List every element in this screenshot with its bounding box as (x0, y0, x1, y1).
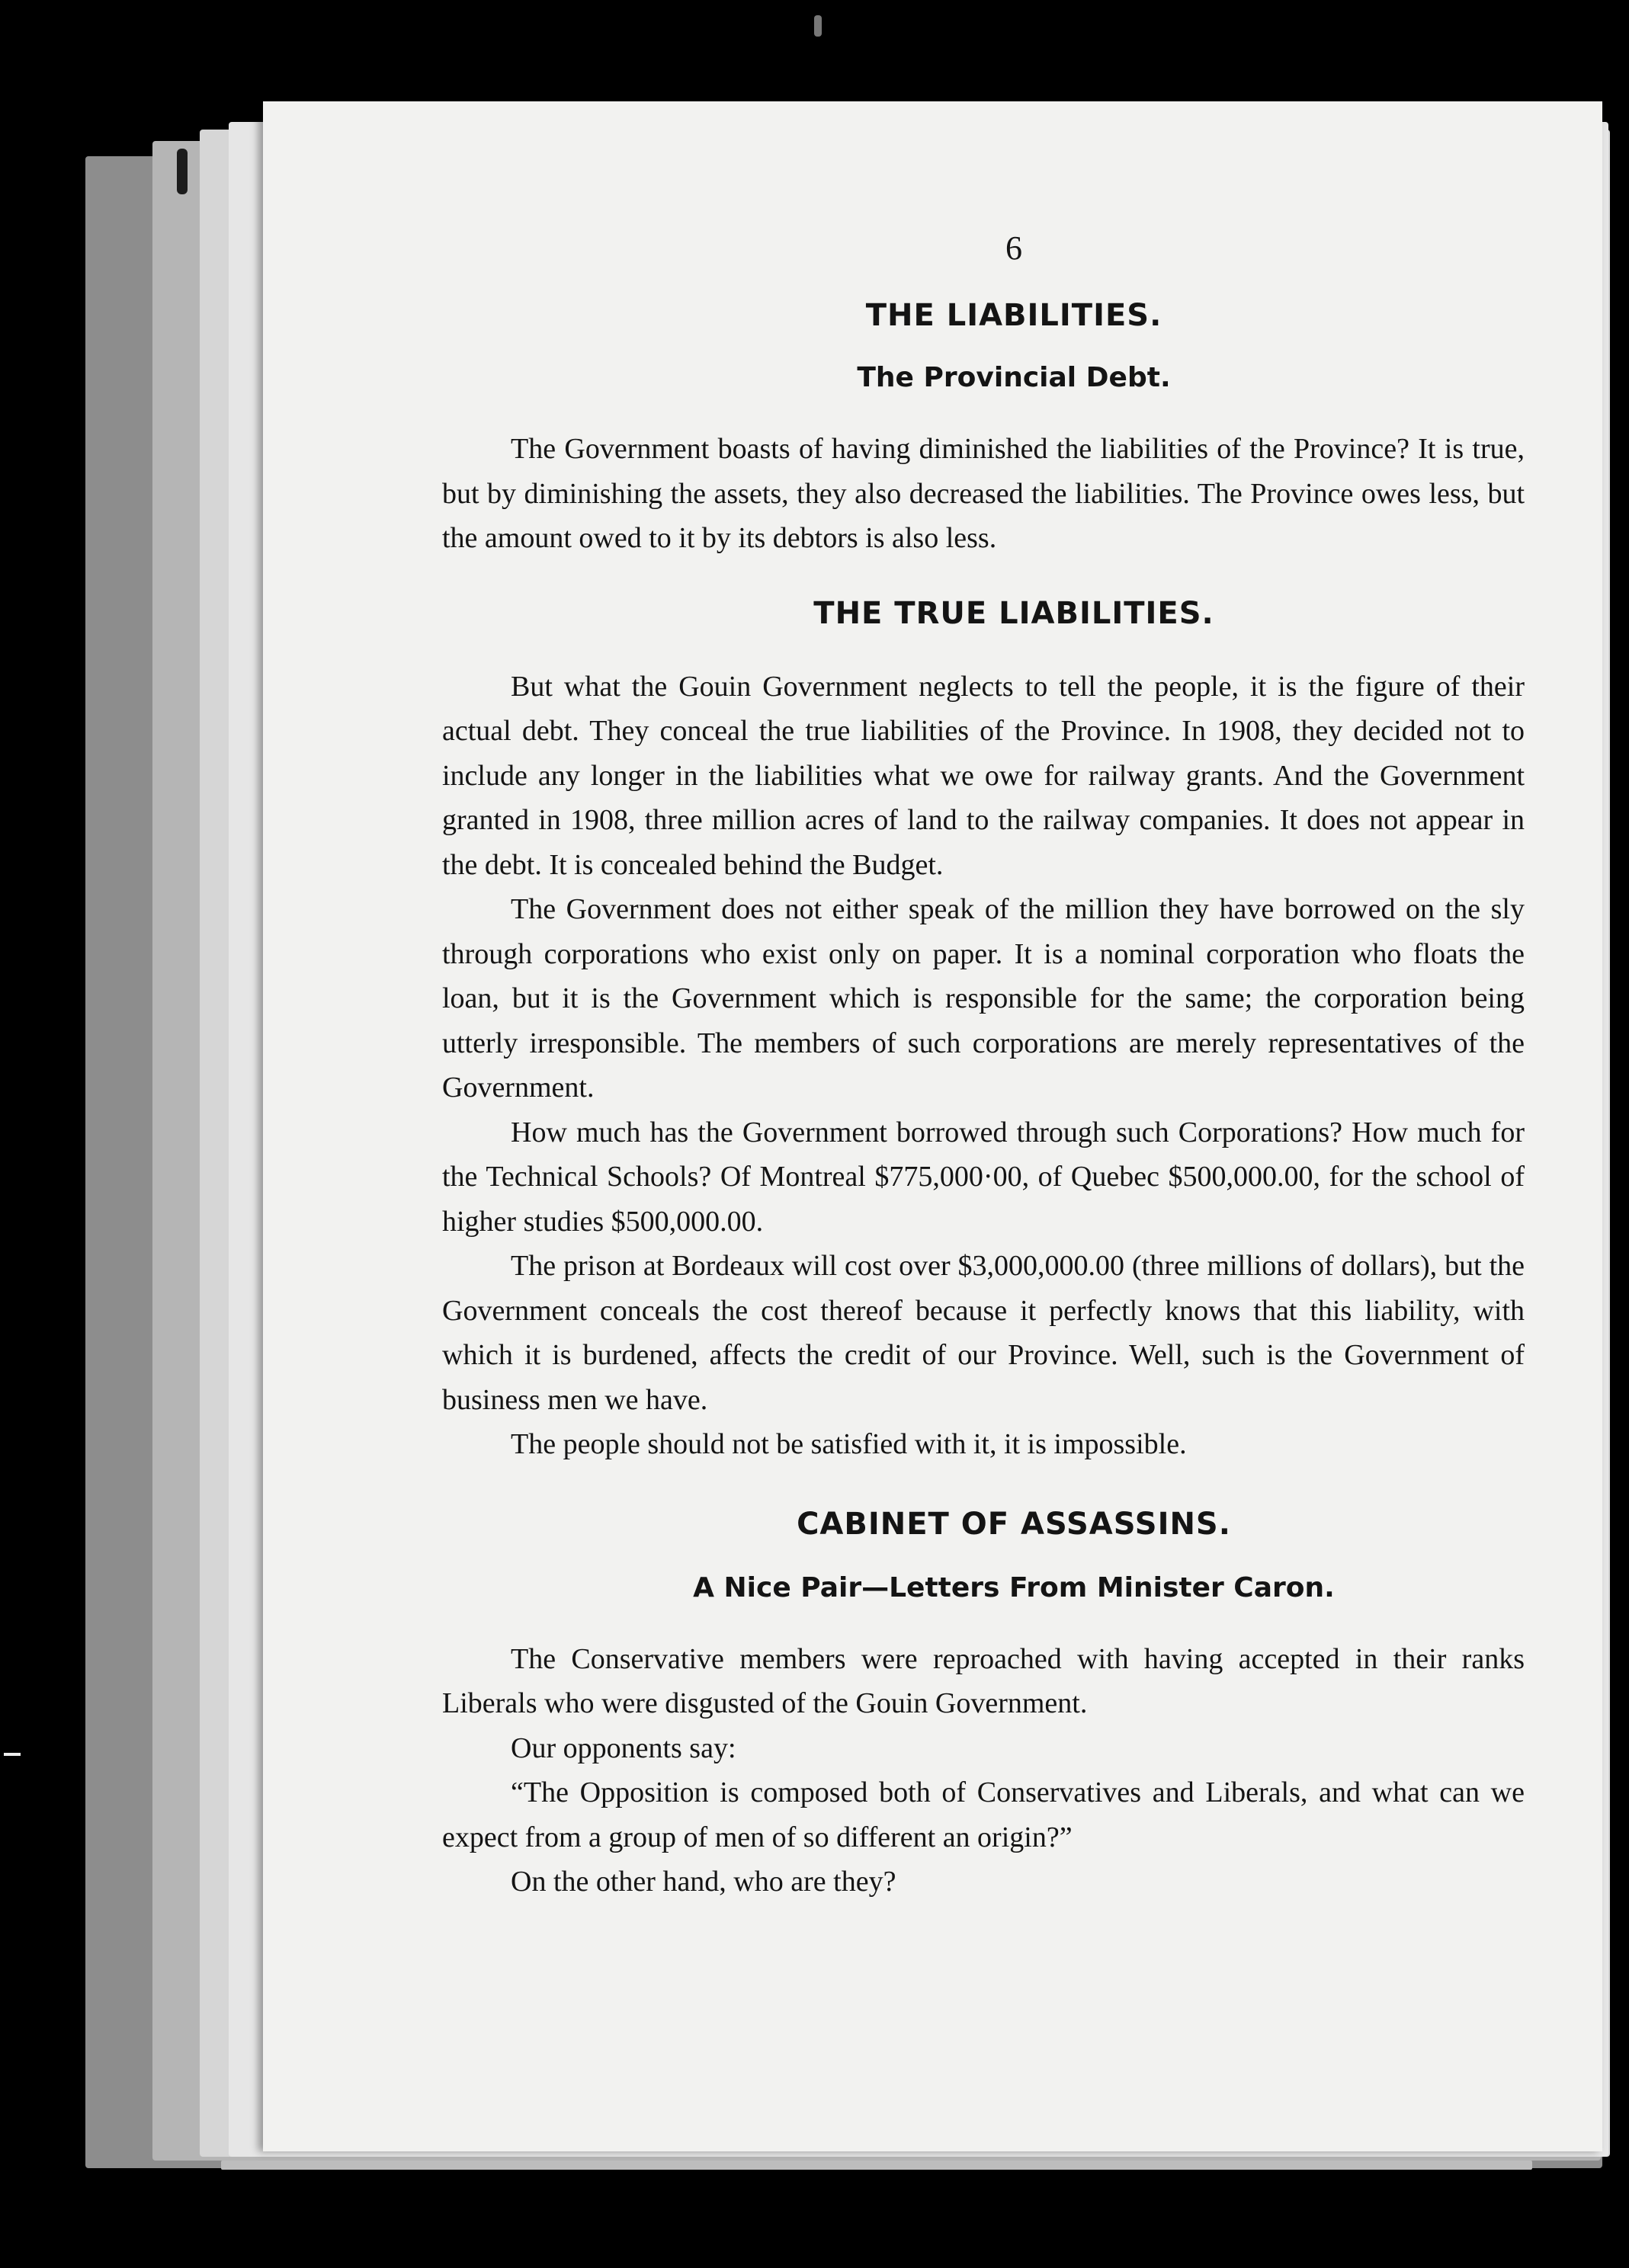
paragraph: On the other hand, who are they? (511, 1866, 896, 1898)
paragraph: The Government boasts of having diminished the liabilities of the Province? It is true, but by diminishing the assets, they also decreased the liabilities. The Province owes less, but the amount owed to it by its debtors is also less. (442, 433, 1525, 554)
page-number: 6 (1005, 229, 1022, 267)
page-bottom-edge (221, 2161, 1532, 2170)
section-subheading-provincial-debt: The Provincial Debt. (857, 362, 1171, 393)
paragraph: “The Opposition is composed both of Conservatives and Liberals, and what can we expect from a group of men of so different an origin?” (442, 1776, 1525, 1853)
scan-speck (4, 1753, 21, 1756)
paragraph: How much has the Government borrowed through such Corporations? How much for the Technical Schools? Of Montreal $775,000·00, of Quebec $500,000.00, for the school of higher studies $500,000.00. (442, 1116, 1525, 1238)
page-content (442, 229, 1525, 1904)
section-subheading-nice-pair: A Nice Pair—Letters From Minister Caron. (693, 1571, 1335, 1603)
paragraph: The people should not be satisfied with it, it is impossible. (511, 1428, 1187, 1460)
paragraph: But what the Gouin Government neglects to tell the people, it is the figure of their actual debt. They conceal the true liabilities of the Province. In 1908, they decided not to include any longer in the liabilities what we owe for railway grants. And the Government granted in 1908, three million acres of land to the railway companies. It does not appear in the debt. It is concealed behind the Budget. (442, 670, 1525, 881)
paragraph: The prison at Bordeaux will cost over $3,000,000.00 (three millions of dollars), but the Government conceals the cost thereof because it perfectly knows that this liability, with which it is burdened, affects the credit of our Province. Well, such is the Government of business men we have. (442, 1250, 1525, 1416)
section-heading-true-liabilities: THE TRUE LIABILITIES. (813, 595, 1214, 631)
binding-mark (177, 149, 188, 194)
paragraph: The Government does not either speak of the million they have borrowed on the sly through corporations who exist only on paper. It is a nominal corporation who floats the loan, but it is the Government which is responsible for the same; the corporation being utterly irresponsible. The members of such corporations are merely representatives of the Government. (442, 893, 1525, 1104)
paragraph: The Conservative members were reproached with having accepted in their ranks Liberals who were disgusted of the Gouin Government. (442, 1642, 1525, 1719)
section-heading-liabilities: THE LIABILITIES. (865, 298, 1162, 333)
paragraph: Our opponents say: (511, 1731, 736, 1764)
scan-speck (814, 15, 822, 37)
section-heading-cabinet-of-assassins: CABINET OF ASSASSINS. (797, 1506, 1231, 1542)
